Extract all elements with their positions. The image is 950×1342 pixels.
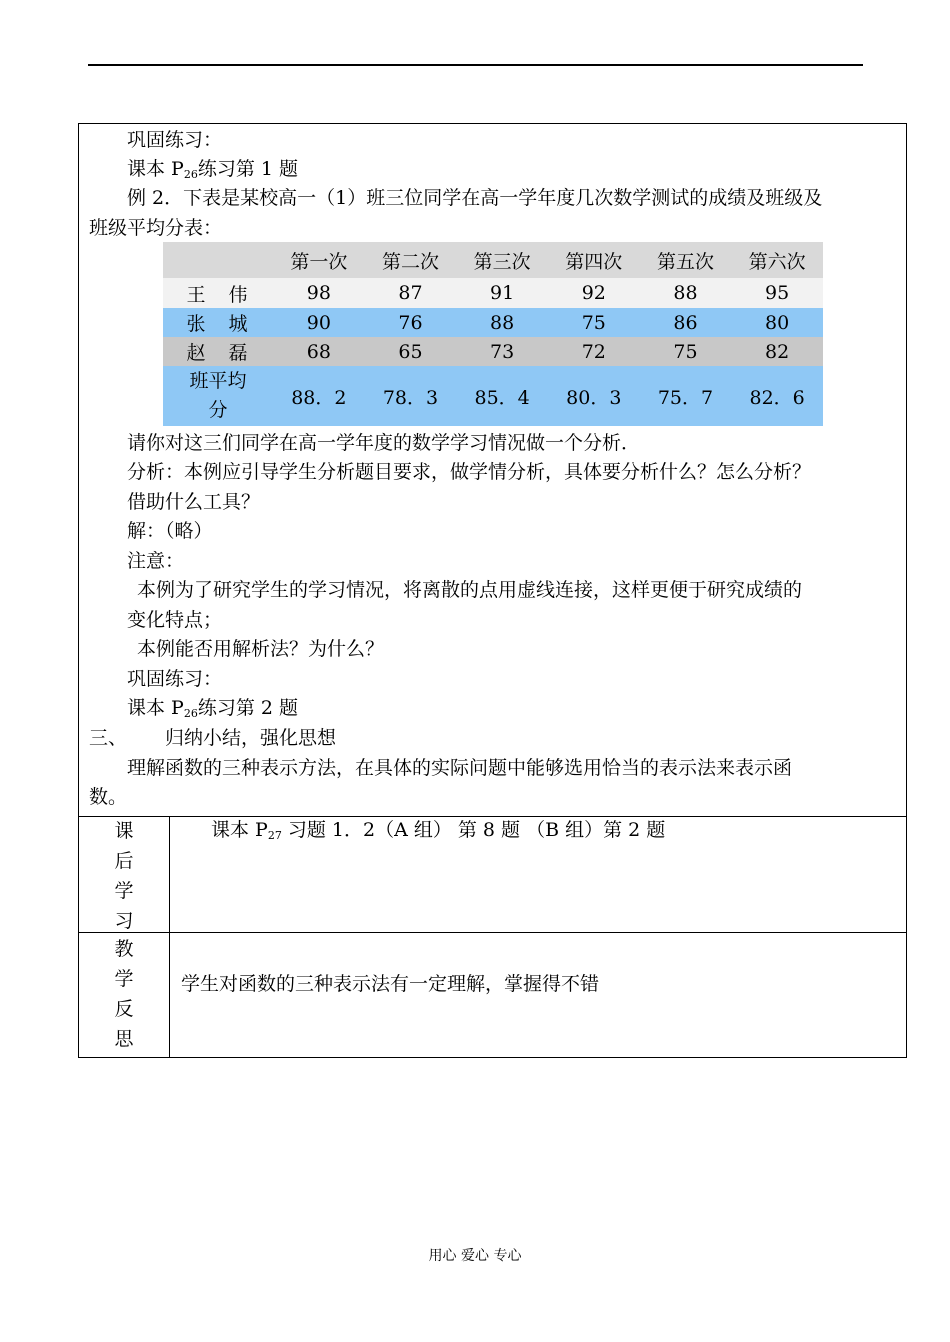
class-average-row bbox=[163, 366, 823, 426]
header-cell: 第三次 bbox=[456, 242, 548, 278]
header-cell: 第二次 bbox=[365, 242, 457, 278]
header-cell bbox=[163, 242, 273, 278]
row-divider bbox=[79, 932, 906, 933]
score-cell: 87 bbox=[365, 278, 457, 308]
student-name: 张 城 bbox=[163, 308, 273, 337]
score-cell: 90 bbox=[273, 308, 365, 337]
homework-text: 课本 $P_{27}$ 习题 1．2（A 组） 第 8 题 （B 组）第 2 题 bbox=[211, 819, 666, 842]
lesson-frame bbox=[78, 123, 907, 1058]
header-rule bbox=[88, 64, 863, 66]
score-cell: 88 bbox=[640, 278, 732, 308]
score-cell: 91 bbox=[456, 278, 548, 308]
page-footer: 用心 爱心 专心 bbox=[428, 1248, 522, 1264]
average-cell: 85．4 bbox=[456, 366, 548, 426]
header-cell: 第六次 bbox=[731, 242, 823, 278]
header-cell: 第五次 bbox=[640, 242, 732, 278]
student-name: 赵 磊 bbox=[163, 337, 273, 366]
average-cell: 75．7 bbox=[640, 366, 732, 426]
score-cell: 75 bbox=[640, 337, 732, 366]
score-cell: 68 bbox=[273, 337, 365, 366]
score-cell: 82 bbox=[731, 337, 823, 366]
summary-text: 理解函数的三种表示方法，在具体的实际问题中能够选用恰当的表示法来表示函 bbox=[127, 757, 793, 779]
analysis-prompt: 请你对这三们同学在高一学年度的数学学习情况做一个分析． bbox=[127, 432, 641, 454]
analysis-text: 分析：本例应引导学生分析题目要求，做学情分析，具体要分析什么？怎么分析？ bbox=[127, 461, 812, 483]
score-cell: 76 bbox=[365, 308, 457, 337]
score-cell: 92 bbox=[548, 278, 640, 308]
table-row bbox=[163, 337, 823, 366]
practice-exercise-1: 课本 $P_{26}$练习第 1 题 bbox=[127, 158, 298, 181]
practice-heading-2: 巩固练习： bbox=[127, 668, 223, 690]
score-cell: 95 bbox=[731, 278, 823, 308]
example-2-text: 例 2．下表是某校高一（1）班三位同学在高一学年度几次数学测试的成绩及班级及 bbox=[127, 187, 823, 209]
solution-text: 解：（略） bbox=[127, 520, 213, 542]
note-question: 本例能否用解析法？为什么？ bbox=[137, 638, 385, 660]
average-cell: 88．2 bbox=[273, 366, 365, 426]
homework-label: 课 后 学 习 bbox=[114, 820, 134, 932]
score-cell: 86 bbox=[640, 308, 732, 337]
class-average-label: 班平均 分 bbox=[163, 366, 273, 426]
note-text: 本例为了研究学生的学习情况，将离散的点用虚线连接，这样更便于研究成绩的 bbox=[137, 579, 803, 601]
example-2-text-cont: 班级平均分表： bbox=[89, 217, 223, 239]
reflection-text: 学生对函数的三种表示法有一定理解，掌握得不错 bbox=[181, 973, 600, 995]
score-cell: 75 bbox=[548, 308, 640, 337]
header-cell: 第一次 bbox=[273, 242, 365, 278]
practice-exercise-2: 课本 $P_{26}$练习第 2 题 bbox=[127, 697, 298, 720]
row-divider bbox=[79, 816, 906, 817]
practice-heading-1: 巩固练习： bbox=[127, 129, 223, 151]
score-cell: 72 bbox=[548, 337, 640, 366]
score-cell: 73 bbox=[456, 337, 548, 366]
analysis-text-cont: 借助什么工具？ bbox=[127, 491, 261, 513]
score-table-header bbox=[163, 242, 823, 278]
score-table bbox=[163, 242, 823, 426]
summary-text-cont: 数。 bbox=[89, 786, 128, 808]
student-name: 王 伟 bbox=[163, 278, 273, 308]
section-three-title: 归纳小结，强化思想 bbox=[165, 727, 337, 749]
table-row bbox=[163, 308, 823, 337]
average-cell: 82．6 bbox=[731, 366, 823, 426]
score-cell: 88 bbox=[456, 308, 548, 337]
score-cell: 98 bbox=[273, 278, 365, 308]
header-cell: 第四次 bbox=[548, 242, 640, 278]
average-cell: 80．3 bbox=[548, 366, 640, 426]
score-cell: 65 bbox=[365, 337, 457, 366]
score-cell: 80 bbox=[731, 308, 823, 337]
table-row bbox=[163, 278, 823, 308]
column-divider bbox=[169, 816, 170, 1057]
note-text-cont: 变化特点； bbox=[127, 609, 223, 631]
average-cell: 78．3 bbox=[365, 366, 457, 426]
note-heading: 注意： bbox=[127, 550, 185, 572]
reflection-label: 教 学 反 思 bbox=[114, 938, 134, 1050]
section-three-number: 三、 bbox=[89, 727, 128, 749]
